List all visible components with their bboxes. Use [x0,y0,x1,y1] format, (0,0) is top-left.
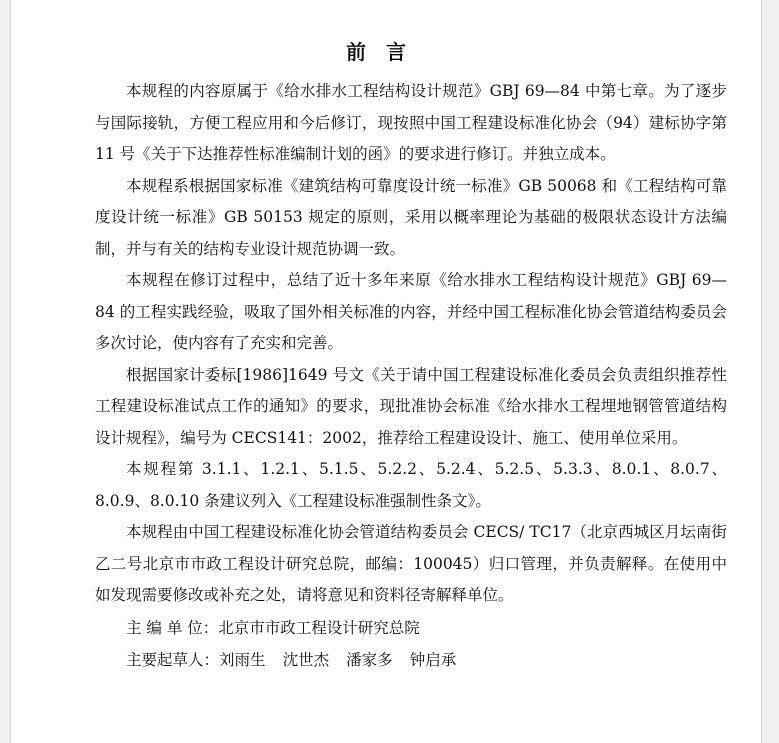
paragraph: 本规程的内容原属于《给水排水工程结构设计规范》GBJ 69—84 中第七章。为了逐步与国际接轨，方便工程应用和今后修订，现按照中国工程建设标准化协会（94）建标协字第 11 号《关于下达推荐性标准编制计划的函》的要求进行修订。并独立成本。 [95,82,727,163]
drafters-line [95,644,727,676]
paragraph: 本规程在修订过程中，总结了近十多年来原《给水排水工程结构设计规范》GBJ 69—84 的工程实践经验，吸取了国外相关标准的内容，并经中国工程标准化协会管道结构委员会多次讨论，使内容有了充实和完善。 [95,271,727,352]
drafter-name: 钟启承 [409,650,457,669]
page-title: 前言 [346,40,426,64]
paragraph: 本规程系根据国家标准《建筑结构可靠度设计统一标准》GB 50068 和《工程结构可靠度设计统一标准》GB 50153 规定的原则，采用以概率理论为基础的极限状态设计方法编制，并与有关的结构专业设计规范协调一致。 [95,176,727,258]
editor-unit: 主 编 单 位：北京市市政工程设计研究总院 [126,618,420,637]
drafter-name: 潘家多 [346,650,393,669]
drafters-label: 主要起草人： [126,650,220,669]
paragraph: 本规程由中国工程建设标准化协会管道结构委员会 CECS/ TC17（北京西城区月坛南街乙二号北京市市政工程设计研究总院，邮编：100045）归口管理，并负责解释。在使用中如发现需要修改或补充之处，请将意见和资料径寄解释单位。 [95,523,727,604]
document-body [95,76,727,676]
document-page [10,0,762,743]
paragraph: 根据国家计委标[1986]1649 号文《关于请中国工程建设标准化委员会负责组织推荐性工程建设标准试点工作的通知》的要求，现批准协会标准《给水排水工程埋地钢管管道结构设计规程》，编号为 CECS141：2002，推荐给工程建设设计、施工、使用单位采用。 [95,365,727,447]
drafter-name: 沈世杰 [282,650,330,669]
paragraph: 本规程第 3.1.1、1.2.1、5.1.5、5.2.2、5.2.4、5.2.5、5.3.3、8.0.1、8.0.7、8.0.9、8.0.10 条建议列入《工程建设标准强制性条文》。 [95,460,727,510]
drafter-name: 刘雨生 [219,650,266,669]
